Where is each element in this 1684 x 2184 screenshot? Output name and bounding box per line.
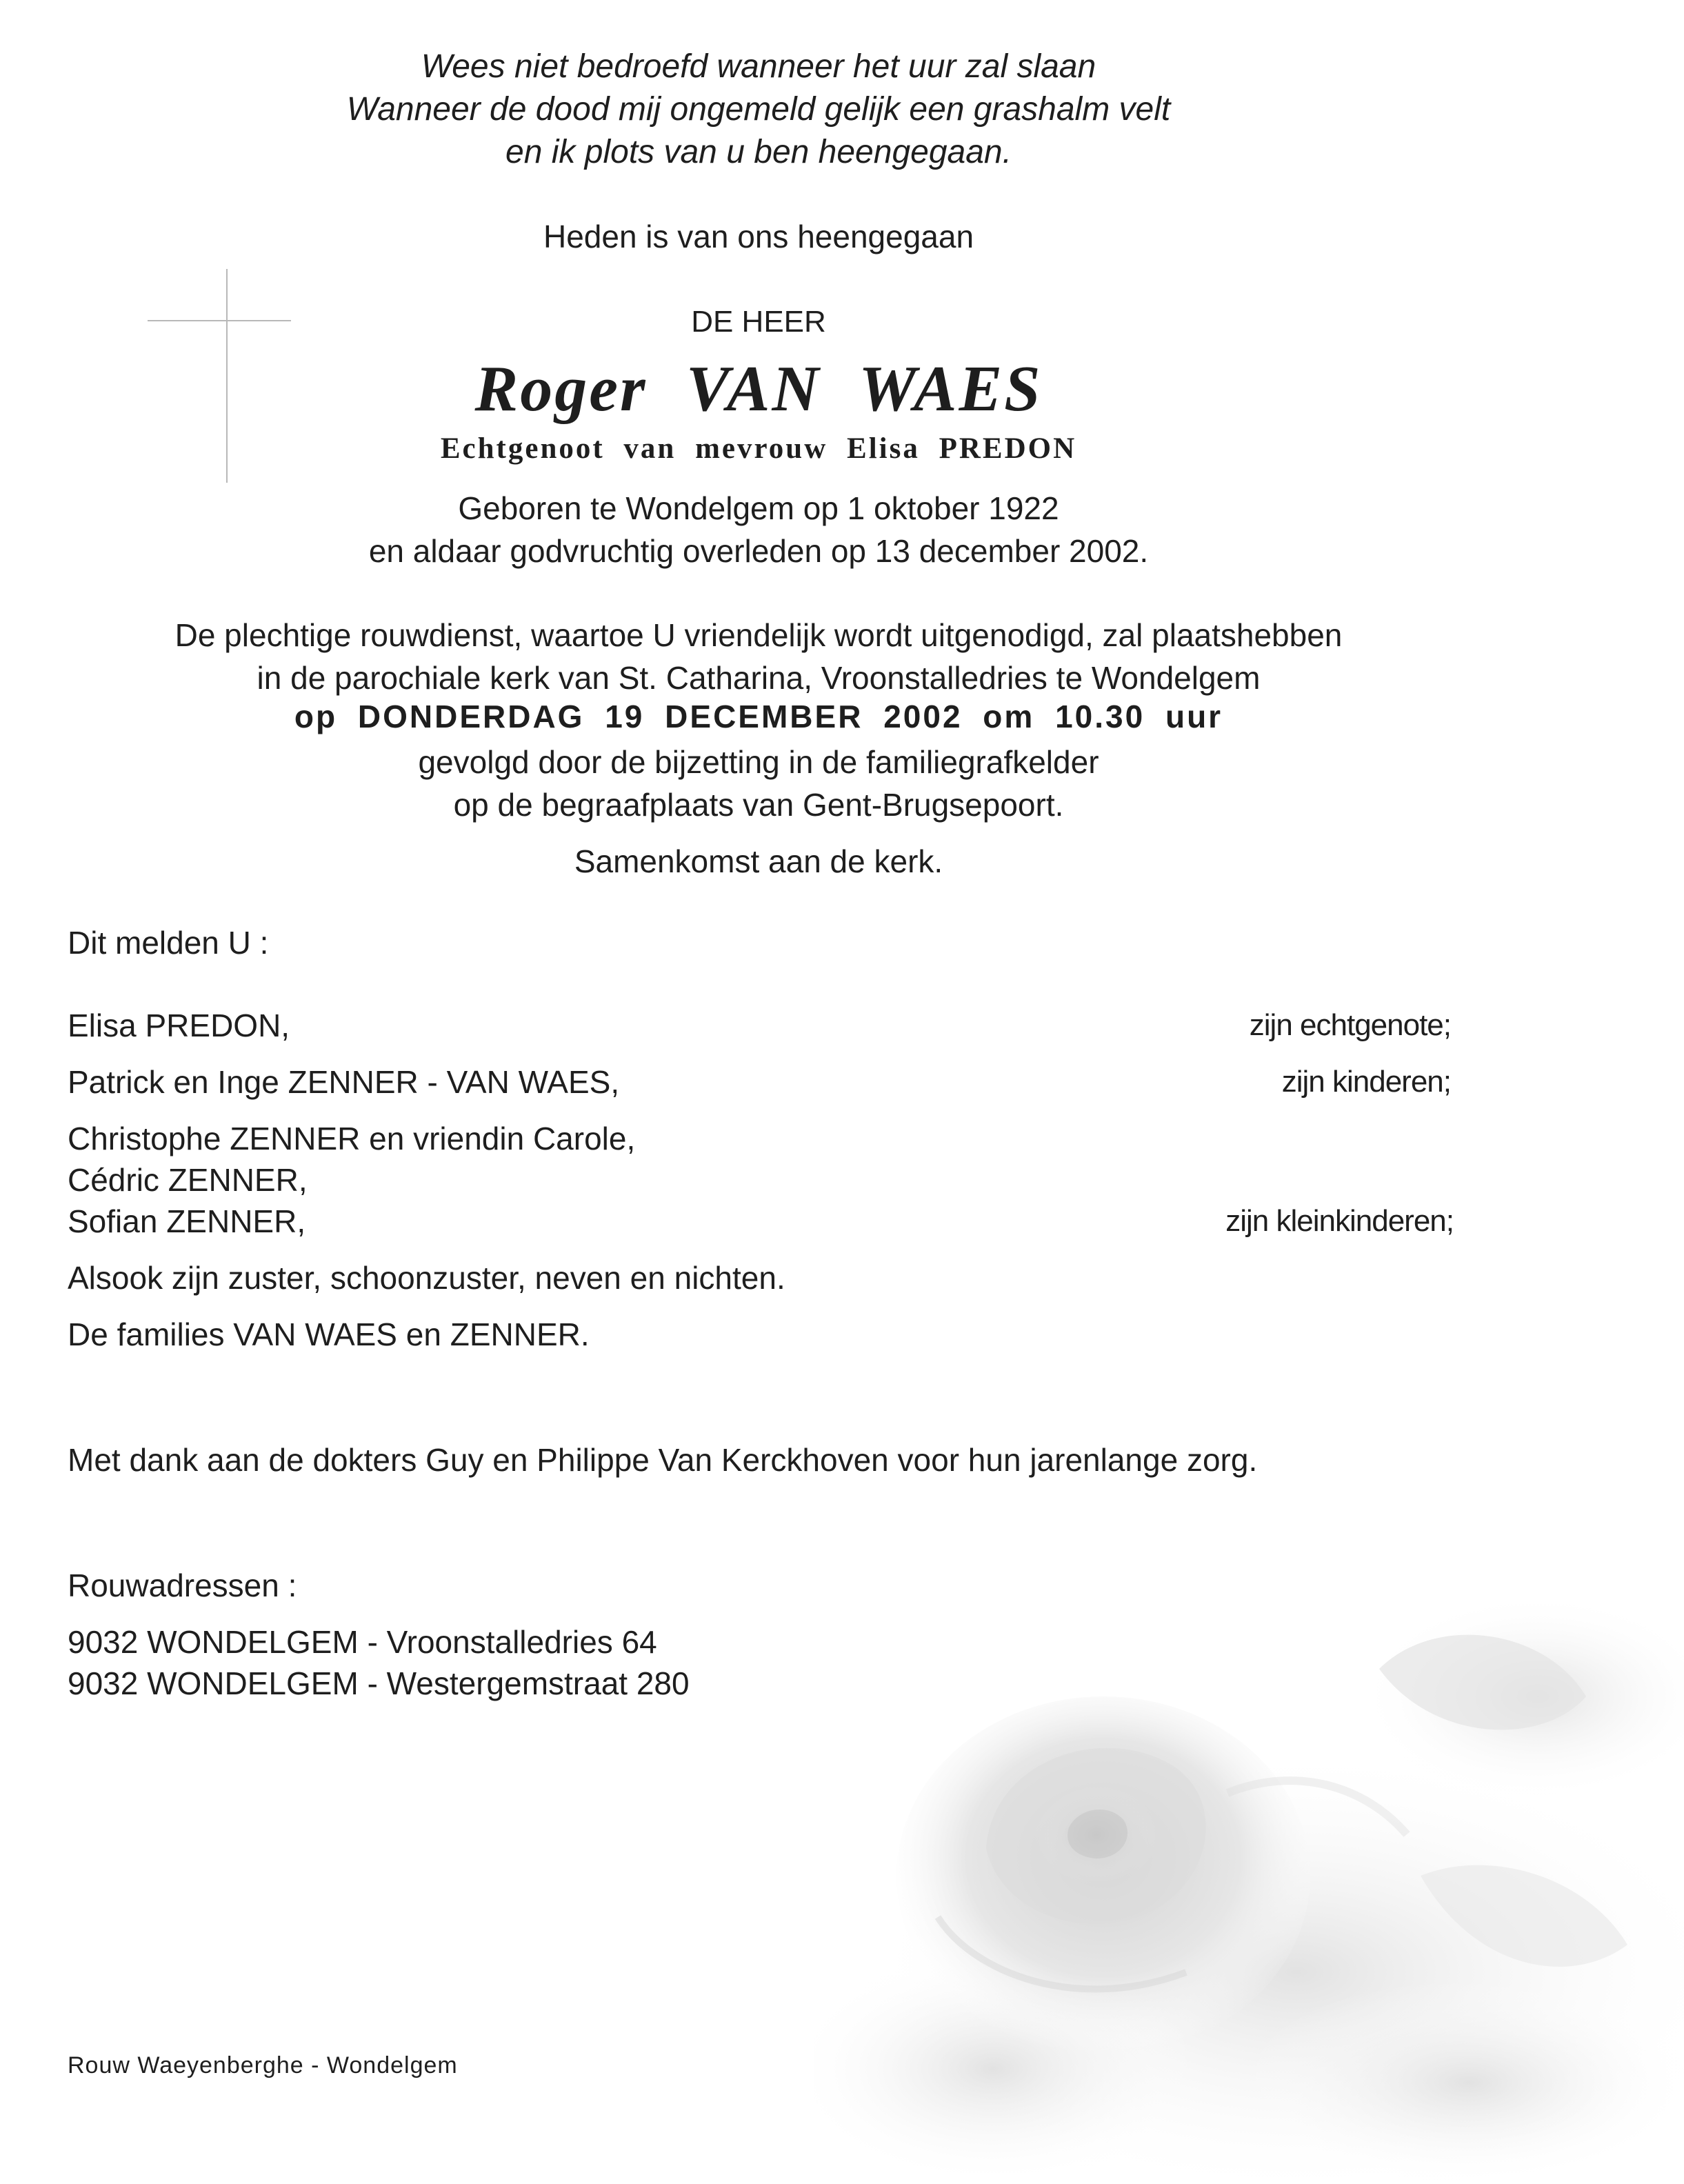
poem-line-2: Wanneer de dood mij ongemeld gelijk een grashalm velt	[346, 91, 1171, 128]
family-name-5: Sofian ZENNER,	[68, 1203, 306, 1239]
honorific-title: DE HEER	[691, 305, 826, 339]
spouse-line: Echtgenoot van mevrouw Elisa PREDON	[440, 432, 1077, 465]
family-relation-1: zijn echtgenote;	[1249, 1008, 1451, 1042]
address-2: 9032 WONDELGEM - Westergemstraat 280	[68, 1665, 690, 1701]
service-line-4: gevolgd door de bijzetting in de familiegrafkelder	[418, 744, 1099, 780]
family-relation-2: zijn kinderen;	[1281, 1065, 1451, 1099]
addresses-label: Rouwadressen :	[68, 1567, 297, 1603]
service-date-line: op DONDERDAG 19 DECEMBER 2002 om 10.30 uur	[294, 699, 1223, 734]
deceased-name: Roger VAN WAES	[474, 353, 1043, 425]
family-name-2: Patrick en Inge ZENNER - VAN WAES,	[68, 1064, 620, 1100]
service-line-1: De plechtige rouwdienst, waartoe U vriendelijk wordt uitgenodigd, zal plaatshebben	[174, 617, 1343, 653]
families-text: De families VAN WAES en ZENNER.	[68, 1316, 590, 1352]
service-line-5: op de begraafplaats van Gent-Brugsepoort.	[453, 787, 1064, 823]
family-name-1: Elisa PREDON,	[68, 1008, 290, 1043]
announcement-intro: Dit melden U :	[68, 925, 269, 961]
birth-line: Geboren te Wondelgem op 1 oktober 1922	[458, 490, 1059, 526]
address-1: 9032 WONDELGEM - Vroonstalledries 64	[68, 1624, 657, 1660]
rose-illustration	[814, 1586, 1684, 2184]
gathering-text: Samenkomst aan de kerk.	[574, 843, 943, 879]
poem-line-3: en ik plots van u ben heengegaan.	[505, 134, 1012, 170]
family-relation-5: zijn kleinkinderen;	[1225, 1204, 1454, 1238]
family-name-3: Christophe ZENNER en vriendin Carole,	[68, 1121, 636, 1156]
undertaker-footer: Rouw Waeyenberghe - Wondelgem	[68, 2052, 458, 2078]
thanks-text: Met dank aan de dokters Guy en Philippe Van Kerckhoven voor hun jarenlange zorg.	[68, 1442, 1258, 1478]
poem-line-1: Wees niet bedroefd wanneer het uur zal slaan	[421, 48, 1096, 85]
family-name-4: Cédric ZENNER,	[68, 1162, 308, 1198]
death-line: en aldaar godvruchtig overleden op 13 december 2002.	[368, 533, 1149, 569]
service-line-2: in de parochiale kerk van St. Catharina, Vroonstalledries te Wondelgem	[257, 660, 1261, 696]
intro-text: Heden is van ons heengegaan	[543, 219, 974, 254]
extended-family-text: Alsook zijn zuster, schoonzuster, neven en nichten.	[68, 1260, 785, 1296]
